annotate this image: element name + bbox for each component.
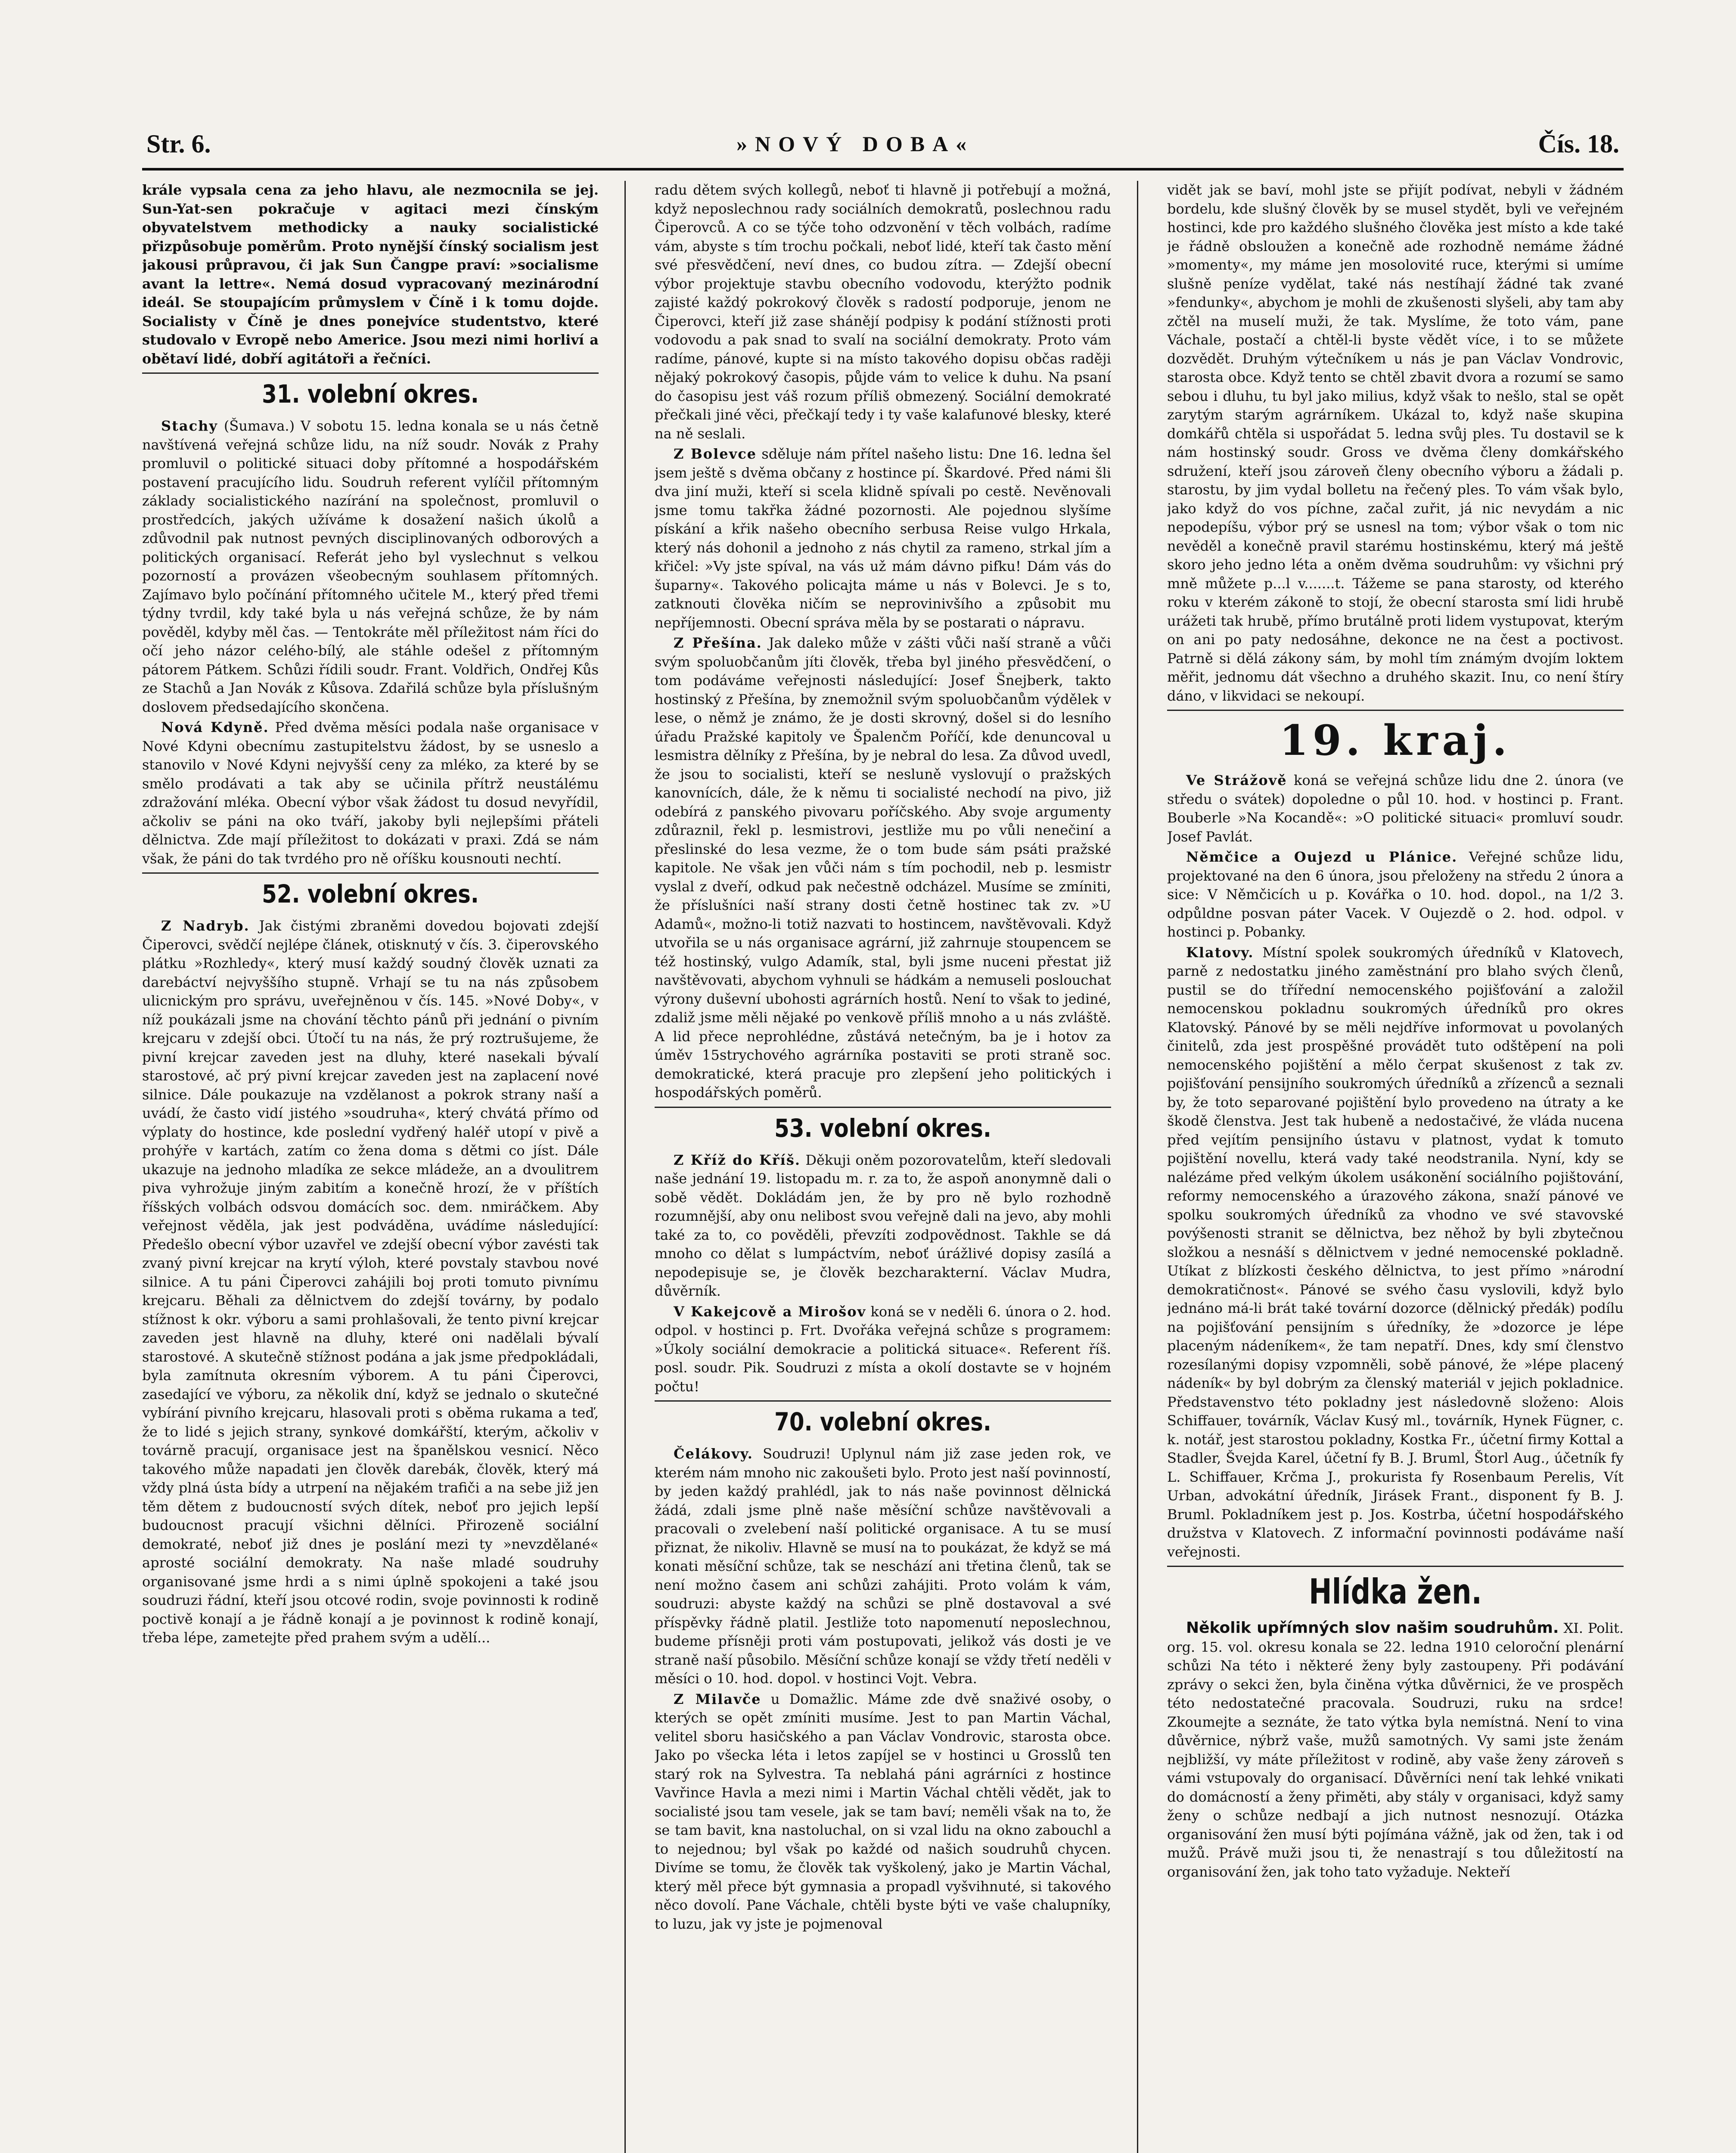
heading-district-52: 52. volební okres.: [262, 879, 479, 909]
heading-district-31: 31. volební okres.: [262, 379, 479, 409]
section-divider: [1167, 710, 1624, 711]
report-presin: [655, 634, 1111, 1102]
report-nova-kdyne: [142, 718, 599, 868]
report-klatovy-text: Místní spolek soukromých úředníků v Klatovech, parně z nedostatku jiného zaměstnání pro blaho svých členů, pustil se do třířední nemocenského pojišťování a založil nemocenskou pokladnu soukromých úředníků pro okres Klatovský. Pánové by se měli nejdříve informovat u povolaných činitelů, zda jest prospěšné provádět tuto odštěpení na poli nemocenského pojištění a mělo čerpat skušenost z tak zv. pojišťování pensijního soukromých úředníků a zřízenců a seznali by, že toto separované pojištění bylo provedeno na útraty a ke škodě členstva. Jest tak hubeně a nedostačivé, že vláda nucena před vejítím pensijního ústavu v platnost, vydat k tomuto pojištění novellu, která vady také neodstranila. Nyní, kdy se nalézáme před velkým úkolem usákonění sociálního pojištování, reformy nemocenského a úrazového zákona, snaží pánové ve spolku soukromých úředníků za vhodno ve své stavovské povýšenosti stranit se dělnictva, bez něhož by byli zbytečnou složkou a nesnáší s dělnictvem v jedné nemocenské pokladně. Utíkat z blízkosti českého dělnictva, to jest přímo »národní demokratičnost«. Pánové se svého času vyslovili, když bylo jednáno má-li brát také tovární dozorce (dělnický předák) podílu na pojišťování pensijním s úředníky, že »dozorce je lépe placeným nádeníkem«, že tam nepatří. Dnes, kdy smí členstvo rozesílanými dopisy vzpomněli, sobě pánové, že »lépe placený nádeník« by byl dobrým za členský materiál v jejich pokladnice. Představenstvo této pokladny jest následovně složeno: Alois Schiffauer, továrník, Václav Kusý ml., továrník, Hynek Fügner, c. k. notář, jest starostou pokladny, Kostka Fr., účetní firmy Kottal a Stadler, Švejda Karel, účetní fy B. J. Bruml, Štorl Aug., účetník fy L. Schiffauer, Krčma J., prokurista fy Rosenbaum Perelis, Vít Urban, advokátní úředník, Jirásek Frant., disponent fy B. J. Bruml. Pokladníkem jest p. Jos. Kostrba, účetní hospodářského družstva v Klatovech. Z informační povinnosti podáváme naší veřejnosti.: [1167, 944, 1624, 1560]
place-stachy: Stachy: [161, 418, 218, 434]
section-divider: [1167, 1566, 1624, 1567]
newspaper-page: [142, 108, 1624, 2153]
newspaper-title: »NOVÝ DOBA«: [736, 132, 975, 156]
report-milavce: [655, 1690, 1111, 1934]
report-bolevec: [655, 445, 1111, 632]
section-divider: [142, 872, 599, 874]
heading-region-19: 19. kraj.: [1279, 716, 1511, 765]
report-celakovy: [655, 1445, 1111, 1688]
article-china-ending: krále vypsala cena za jeho hlavu, ale nezmocnila se jej. Sun-Yat-sen pokračuje v agitaci mezi čínským obyvatelstvem methodicky a nauky socialistické přizpůsobuje poměrům. Proto nynější čínský socialism jest jakousi průpravou, či jak Sun Čangpe praví: »socialisme avant la lettre«. Nemá dosud vypracovaný mezinárodní ideál. Se stoupajícím průmyslem v Číně i k tomu dojde. Socialisty v Číně je dnes ponejvíce studentstvo, které studovalo v Evropě nebo Americe. Jsou mezi nimi horliví a obětaví lidé, dobří agitátoři a řečníci.: [142, 182, 599, 367]
report-nemcice-text: Veřejné schůze lidu, projektované na den 6 února, jsou přeloženy na středu 2 února a sice: V Němčicích u p. Kovářka o 10. hod. dopol., na 1/2 3. odpůldne posvan páter Vacek. V Oujezdě o 2. hod. odpol. v hostinci p. Pobanky.: [1167, 849, 1624, 940]
column-rule-2: [1137, 181, 1138, 2153]
report-milavce-text: u Domažlic. Máme zde dvě snaživé osoby, o kterých se opět zmíniti musíme. Jest to pan Martin Váchal, velitel sboru hasičského a pan Václav Vondrovic, starosta obce. Jako po všecka léta i letos zapíjel se v hostinci u Grosslů ten starý rok na Sylvestra. Ta neblahá páni agrárníci z hostince Vavřince Havla a mezi nimi i Martin Váchal chtěli vědět, jak to socialisté jsou tam vesele, jak se tam baví; neměli však na to, že se tam bavit, kna nastoluchal, on si vzal lidu na okno zabouchl a to nejednou; byl však po každé od našich soudruhů chycen. Divíme se tomu, že člověk tak vyškolený, jako je Martin Váchal, který měl přece být gymnasia a propadl vyšvihnuté, si takového něco dovolí. Pane Váchale, chtěli byste býti ve vaše chalupníky, to luzu, jak vy jste je pojmenoval: [655, 1691, 1111, 1932]
report-klatovy: [1167, 943, 1624, 1562]
heading-womens-watch: Hlídka žen.: [1309, 1572, 1482, 1612]
report-stachy-text: (Šumava.) V sobotu 15. ledna konala se u nás četně navštívená veřejná schůze lidu, na níž soudr. Novák z Prahy promluvil o politické situaci doby přítomné a hospodářském postavení pracujícího lidu. Soudruh referent vylíčil přítomným základy socialistického nazírání na společnost, promluvil o prostředcích, jakých užíváme k dosažení našich úkolů a zdůvodnil pak nutnost pevných disciplinovaných odborových a politických organisací. Referát jeho byl vyslechnut s velkou pozorností a provázen všeobecným souhlasem přítomných. Zajímavo bylo počínání přítomného učitele M., který před třemi týdny tvrdil, kdy také byla u nás veřejná schůze, že by nám pověděl, kdyby měl čas. — Tentokráte měl příležitost nám říci do očí jeho názor celého-bílý, ale stáhle odešel z přítomným pátorem Pátkem. Schůzi řídili soudr. Frant. Voldřich, Ondřej Kůs ze Stachů a Jan Novák z Kůsova. Zdařilá schůze byla příslušným doslovem předsedajícího skončena.: [142, 418, 599, 715]
place-nadryby: Z Nadryb.: [161, 918, 250, 934]
report-nadryby: [142, 917, 599, 1647]
report-kakejcov: [655, 1303, 1111, 1396]
article-women-text: XI. Polit. org. 15. vol. okresu konala se 22. ledna 1910 celoroční plenární schůzi Na této i některé ženy byly zastoupeny. Při podávání zprávy o sekci žen, byla činěna výtka důvěrnici, že ve prospěch této nedostatečné pracovala. Soudruzi, ruku na srdce! Zkoumejte a seznáte, že tato výtka byla nemístná. Není to vina důvěrnice, nýbrž vaše, mužů samotných. Vy sami jste ženám nejbližší, vy máte příležitost v rodině, aby vaše ženy zároveň s vámi vstupovaly do organisací. Důvěrníci není tak lehké vnikati do domácností a ženy přiměti, aby stály v organisaci, když samy ženy o schůze nedbají a jich nutnost nesnozují. Otázka organisování žen musí býti pojímána vážně, jak od žen, tak i od mužů. Právě muži jsou ti, že nenastrají s tou důležitostí na organisování žen, jak toho tato vyžaduje. Nekteří: [1167, 1620, 1624, 1880]
place-milavce: Z Milavče: [674, 1691, 761, 1707]
column-3: [1167, 181, 1624, 2153]
place-kriz: Z Kříž do Kříš.: [674, 1151, 801, 1168]
report-kriz: [655, 1151, 1111, 1301]
column-rule-1: [624, 181, 626, 2153]
report-milavce-continued: vidět jak se baví, mohl jste se přijít podívat, nebyli v žádném bordelu, kde slušný člověk by se musel stydět, byli ve veřejném hostinci, kde pro každého slušného člověka jest místo a kde také je řádně obsloužen a konečně ade rozhodně nemáme žádné »momenty«, my máme jen mosolovité ruce, kterými si umíme slušně peníze vydělat, také nás nestíhají žádné tak zvané »fendunky«, abychom je mohli de zkušenosti slyšeli, aby tam aby zčtěl na muselí muži, že tak. Myslíme, že toto vám, pane Váchale, postačí a chtěl-li byste vědět více, i to se můžete dozvědět. Druhým výtečníkem u nás je pan Václav Vondrovic, starosta obce. Když tento se chtěl zbavit dvora a rozumí se samo sebou i dluhu, tu byl jako milius, když však to nešlo, stal se opět zarytým starým agrárníkem. Ukázal to, když naše skupina domkářů chtěla si uspořádat 5. ledna svůj ples. Tu dostavil se k nám hostinský soudr. Gross ve dvěma členy domkářského sdružení, kteří jsou zároveň členy obecního výboru a žádali p. starostu, by jim vydal bolletu na řečený ples. To vám však bylo, jako když do vos píchne, začal zuřit, já nic nevydám a nic nepodepíšu, výbor prý se usnesl na tom; výbor však o tom nic nevěděl a konečně pravil starému hostinskému, který má ještě skoro jeho jedno léta a oněm dvěma soudruhům: vy všichni prý mně můžete p...l v.......t. Tážeme se pana starosty, od kterého roku v kterém zákoně to stojí, že obecní starosta smí lidi hrubě urážeti tak hrubě, přímo brutálně proti lidem vystupovat, kterým on ani po paty nedosáhne, dekonce ne na čest a poctivost. Patrně si dělá zákony sám, by mohl tím známým dvojím loktem měřit, jednomu dát všechno a druhého skazit. Inu, co není štíry dáno, v likvidaci se nekoupí.: [1167, 182, 1624, 704]
place-strazov: Ve Strážově: [1186, 772, 1287, 788]
place-nova-kdyne: Nová Kdyně.: [161, 719, 269, 735]
report-nadryby-continued: radu dětem svých kollegů, neboť ti hlavně ji potřebují a možná, když neposlechnou rady sociálních demokratů, poslechnou radu Čiperovců. A co se týče toho odzvonění v těch volbách, radíme vám, abyste s tím trochu počkali, neboť lidé, kteří tak často mění své přesvědčení, neví dnes, co budou zítra. — Zdejší obecní výbor projektuje stavbu obecního vodovodu, kterýžto podnik zajisté každý pokrokový člověk s radostí podporuje, jenom ne Čiperovci, kteří již zase shánějí podpisy k podání stížnosti proti vodovodu a pak snad to svalí na sociální demokraty. Proto vám radíme, pánové, kupte si na místo takového dopisu občas raději nějaký pokrokový časopis, půjde vám to velice k duhu. Na psaní do časopisu jest váš rozum příliš obmezený. Sociální demokraté přečkali jiné věci, přečkají tedy i ty vaše kalafunové blesky, které na ně seslali.: [655, 182, 1111, 442]
report-nadryby-text: Jak čistými zbraněmi dovedou bojovati zdejší Čiperovci, svědčí nejlépe článek, otisknutý v čís. 3. čiperovského plátku »Rozhledy«, který musí každý soudný člověk uznati za darebáctví nejvyššího stupně. Vrhají se tu na nás způsobem ulicnickým pro správu, uveřejněnou v čís. 145. »Nové Doby«, v níž poukázali jsme na chování těchto pánů při jednání o pivním krejcaru v zdejší obci. Útočí tu na nás, že prý roztrušujeme, že pivní krejcar zaveden jest na dluhy, které nasekali bývalí starostové, ač prý pivní krejcar zaveden jest na zaplacení nové silnice. Dále poukazuje na vzdělanost a pokrok strany naší a uvádí, že často vidí jistého »soudruha«, který chvátá přímo od výplaty do hostince, kde poslední vydřený haléř utopí v pivě a prohýře v kartách, zatím co žena doma s dětmi co jíst. Dále ukazuje na jednoho mladíka ze sekce mládeže, an a dvoulitrem piva vyhrožuje jiným zabitím a konečně hrozí, že v příštích říšských volbách odsvou domácích soc. dem. nmiráčkem. Aby veřejnost věděla, jak jest podváděna, uvádíme následující: Předešlo obecní výbor uzavřel ve zdejší obecní výbor zavésti tak zvaný pivní krejcar na krytí výloh, které povstaly stavbou nové silnice. A tu páni Čiperovci zahájili boj proti tomuto pivnímu krejcaru. Běhali za dělnictvem do zdejší továrny, by podalo stížnost k okr. výboru a sami prohlašovali, že tento pivní krejcar zaveden jest hlavně na dluhy, které oni nadělali bývalí starostové. A skutečně stížnost podána a jak jsme předpokládali, byla zamítnuta okresním výborem. A tu páni Čiperovci, zasedající ve výboru, za několik dní, když se jednalo o skutečné vybírání pivního krejcaru, hlasovali proti s oběma rukama a teď, že to lidé s jejich strany, synkové domkářští, kterým, ačkoliv v továrně pracují, organisace jest na španělskou vesnicí. Něco takového může napadati jen člověk darebák, člověk, který má vždy plná ústa bídy a utrpení na nějakém trafiči a na sebe již jen těm dětem z budoucností svých dítek, neboť pro jejich lepší budoucnost pracují všichni dělníci. Přirozeně sociální demokraté, neboť již dnes je poslání mezi ty »nevzdělané« aprosté sociální demokraty. Na naše mladé soudruhy organisované jsme hrdi a s nimi úplně spokojeni a také jsou soudruzi řádní, kteří jsou otcové rodin, svoje povinnosti k rodině poctivě konají a je řádně konají a je povinnost k rodině konají, třeba lépe, zametejte před prahem svým a udělí...: [142, 918, 599, 1646]
report-kriz-text: Děkuji oněm pozorovatelům, kteří sledovali naše jednání 19. listopadu m. r. za to, že aspoň anonymně dali o sobě vědět. Dokládám jen, že by pro ně bylo rozhodně rozumnější, aby onu nelibost svou veřejně dali na jevo, aby mohli také za to, co pověděli, převzíti zodpovědnost. Takhle se dá mnoho co dělat s lumpáctvím, neboť úrážlivé dopisy zasílá a nepodepisuje se, je člověk bezcharakterní. Václav Mudra, důvěrník.: [655, 1151, 1111, 1299]
heading-district-53: 53. volební okres.: [774, 1113, 991, 1143]
masthead-rule: [142, 168, 1624, 171]
report-nemcice: [1167, 848, 1624, 942]
place-nemcice: Němčice a Oujezd u Plánice.: [1186, 849, 1458, 865]
section-divider: [655, 1107, 1111, 1108]
place-bolevec: Z Bolevce: [674, 446, 757, 462]
place-kakejcov: V Kakejcově a Mirošov: [674, 1303, 866, 1320]
article-women: [1167, 1619, 1624, 1881]
report-strazov-text: koná se veřejná schůze lidu dne 2. února (ve středu o svátek) dopoledne o půl 10. hod. v hostinci p. Frant. Bouberle »Na Kocandě«: »O politické situaci« promluví soudr. Josef Pavlát.: [1167, 772, 1624, 845]
place-celakovy: Čelákovy.: [674, 1446, 753, 1462]
place-klatovy: Klatovy.: [1186, 944, 1254, 961]
heading-district-70: 70. volební okres.: [774, 1407, 991, 1436]
section-divider: [142, 372, 599, 374]
section-divider: [655, 1400, 1111, 1402]
column-1: [142, 181, 599, 2153]
page-number: Str. 6.: [146, 130, 211, 158]
report-presin-text: Jak daleko může v zášti vůči naší straně a vůči svým spoluobčanům jíti člověk, třeba byl jiného přesvědčení, o tom podáváme veřejnosti následující: Josef Šnejberk, takto hostinský z Přešína, by znemožnil svým spoluobčanům výdělek v lese, o němž je známo, že je dosti skrovný, došel si do lesního úřadu Pražské kapitoly ve Špalenčm Poříčí, kde denuncoval u lesmistra dělníky z Přešína, by je nebral do lesa. Za důvod uvedl, že jsou to socialisti, kteří se nesluně vyslovují o pražských kanovnících, dále, že k němu ti socialisté nechodí na pivo, již odebírá z panského pivovaru poříčského. Aby svoje argumenty zdůraznil, řekl p. lesmistrovi, jestliže mu po vůli nenečiní a přeslinské do lesa vezme, že o tom bude sám psáti pražské kapitole. Ne však jen vůči nám s tím pochodil, neb p. lesmistr vyslal z dveří, odkud pak nečestně odcházel. Musíme se zmíniti, že příslušníci naší strany dosti četně hostinec tak zv. »U Adamů«, možno-li totiž nazvati to hostincem, navštěvovali. Když utvořila se u nás organisace agrární, již zahrnuje stoupencem se též hostinský, vulgo Adamík, stal, byli jsme nuceni přestat již navštěvovati, abychom vyhnuli se hádkám a nemuseli poslouchat výrony duševní ubohosti agrárních hostů. Není to však to jediné, zdaliž jsme měli nějaké po venkově příliš mnoho a u nás zvláště. A lid přece neprohlédne, zůstává netečným, ba je i hotov za úměv 15strychového agrárníka postaviti se proti straně soc. demokratické, která pracuje pro zlepšení jeho politických i hospodářských poměrů.: [655, 635, 1111, 1101]
report-bolevec-text: sděluje nám přítel našeho listu: Dne 16. ledna šel jsem ještě s dvěma občany z hostince pí. Škardové. Před námi šli dva jiní muži, kteří si scela klidně spívali po cestě. Nevěnovali jsme tomu takřka žádné pozornosti. Ale pojednou slyšíme pískání a křik našeho obecního serbusa Reise vulgo Hrkala, který nás dohonil a jednoho z nás chytil za rameno, strkal jím a křičel: »Vy jste spíval, na vás už mám dávno pifku! Dám vás do šuparny«. Takového policajta máme u nás v Bolevci. Je s to, zatknouti člověka ničím se neprovinivšího a způsobit mu nepříjemnosti. Obecní správa měla by se postarati o nápravu.: [655, 446, 1111, 631]
column-2: [655, 181, 1111, 2153]
article-women-lead: Několik upřímných slov našim soudruhům.: [1186, 1619, 1559, 1637]
report-celakovy-text: Soudruzi! Uplynul nám již zase jeden rok, ve kterém nám mnoho nic zakoušeti bylo. Proto jest naší povinností, by jeden každý prahlédl, jak to nás naše povinnost dělnická žádá, zdali jsme plně naše měsíční schůze navštěvovali a pracovali o zvelebení naší politické organisace. A tu se musí přiznat, že nikoliv. Hlavně se musí na to poukázat, že když se má konati měsíční schůze, tak se neschází ani třetina členů, tak se není možno časem ani schůzi zahájiti. Proto volám k vám, soudruzi: abyste každý na schůzi se plně dostavoval a své příspěvky řádně platil. Jestliže toto napomenutí neposlechnou, budeme přísněji proti vám postupovati, jelikož vás dosti je ve straně naší působilo. Měsíční schůze konají se vždy třetí neděli v měsíci o 10. hod. dopol. v hostinci Vojt. Vebra.: [655, 1446, 1111, 1687]
place-presin: Z Přešína.: [674, 635, 762, 651]
report-strazov: [1167, 771, 1624, 846]
report-nova-kdyne-text: Před dvěma měsíci podala naše organisace v Nové Kdyni obecnímu zastupitelstvu žádost, by se usneslo a stanovilo v Nové Kdyni nejvyšší ceny za mléko, za které by se smělo prodávati a tak aby se učinila přítrž neustálému zdražování mléka. Obecní výbor však žádost tu dosud nevyřídil, ačkoliv se páni na oko tváří, jakoby byli nejlepšími přáteli dělnictva. Zde mají příležitost to dokázati v praxi. Zdá se nám však, že páni do tak tvrdého pro ně oříšku kousnouti nechtí.: [142, 719, 599, 867]
issue-number: Čís. 18.: [1538, 130, 1619, 158]
report-kakejcov-text: koná se v neděli 6. února o 2. hod. odpol. v hostinci p. Frt. Dvořáka veřejná schůze s programem: »Úkoly sociální demokracie a politická situace«. Referent říš. posl. soudr. Pik. Soudruzi z místa a okolí dostavte se v hojném počtu!: [655, 1303, 1111, 1395]
report-stachy: [142, 417, 599, 717]
